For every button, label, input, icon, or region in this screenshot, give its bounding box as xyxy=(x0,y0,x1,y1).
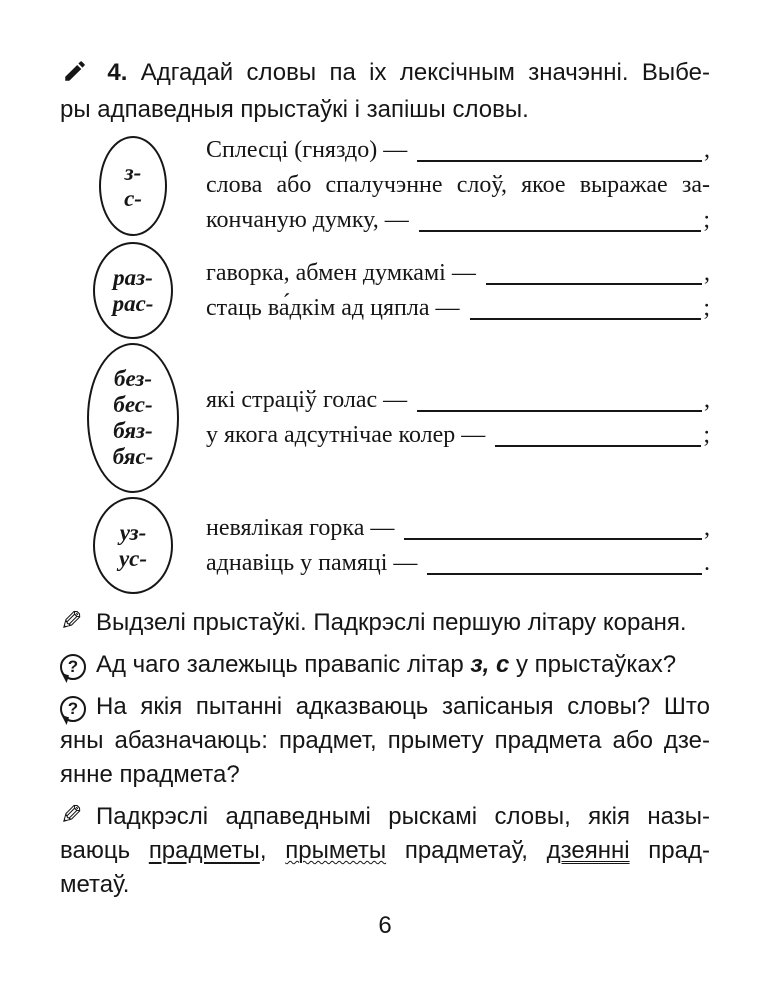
prefix-oval xyxy=(93,242,173,339)
definition-text: гаворка, абмен думкамі — xyxy=(206,259,476,286)
answer-blank xyxy=(470,318,702,320)
task-underline-word-types xyxy=(60,800,710,834)
task-text-segment: , xyxy=(259,837,286,864)
task-text-line xyxy=(60,834,710,868)
task-text xyxy=(96,648,710,682)
prefix-label: рас- xyxy=(112,290,154,316)
definition-text: у якога адсутнічае колер — xyxy=(206,422,486,448)
task-text xyxy=(24,724,710,792)
prefix-label: ус- xyxy=(118,545,148,571)
definition-row xyxy=(206,203,710,238)
task-text-line: Падкрэслі адпаведнымі рыскамі словы, якія назы- xyxy=(96,803,710,830)
prefix-block-raz-ras xyxy=(60,242,710,339)
answer-blank xyxy=(417,160,702,162)
prefix-block-z-s xyxy=(60,133,710,238)
definition-row xyxy=(206,418,710,453)
prefix-oval xyxy=(93,497,173,594)
task-text-line: метаў. xyxy=(60,871,130,898)
word-underlined-solid: прадметы xyxy=(148,837,260,864)
definition-row xyxy=(206,168,710,203)
task-text-segment: прад- xyxy=(629,837,710,864)
task-question-word-meaning xyxy=(60,690,710,724)
task-underline-prefixes xyxy=(60,606,710,640)
task-text-line: яны абазначаюць: прадмет, прымету прадмета або дзе- xyxy=(60,727,710,754)
definition-text: аднавіць у памяці — xyxy=(206,549,418,576)
definition-text: кончаную думку, — xyxy=(206,207,409,233)
definition-text: слова або спалучэнне слоў, якое выражае за- xyxy=(206,172,710,198)
punctuation: . xyxy=(704,549,710,576)
definition-row xyxy=(206,133,710,168)
definition-row xyxy=(206,256,710,291)
definition-row xyxy=(206,383,710,418)
prefix-label: бес- xyxy=(113,392,153,417)
task-text-segment: ваюць xyxy=(60,837,149,864)
task-text xyxy=(60,834,710,902)
task-text-line: На якія пытанні адказваюць запісаныя словы? Што xyxy=(96,693,710,720)
prefix-oval xyxy=(87,343,179,493)
prefix-label: раз- xyxy=(113,264,153,290)
task-text: Выдзелі прыстаўкі. Падкрэслі першую літару кораня. xyxy=(96,609,687,636)
prefix-blocks xyxy=(60,133,710,594)
answer-blank xyxy=(495,445,701,447)
question-icon: ? xyxy=(60,654,86,680)
answer-blank xyxy=(486,283,702,285)
prefix-label: бяз- xyxy=(113,418,153,443)
prefix-block-bez-bes xyxy=(60,343,710,493)
task-text-segment: прадметаў, xyxy=(386,837,547,864)
punctuation: ; xyxy=(703,207,710,233)
task-underline-word-types-cont xyxy=(60,834,710,902)
punctuation: ; xyxy=(703,294,710,321)
prefix-label: без- xyxy=(113,366,152,391)
answer-blank xyxy=(427,573,702,575)
pen-icon xyxy=(60,58,90,84)
task-question-spelling xyxy=(60,648,710,682)
answer-blank xyxy=(419,230,702,232)
task-question-word-meaning-cont xyxy=(60,724,710,792)
definition-text: Сплесці (гняздо) — xyxy=(206,137,408,163)
definition-text: які страціў голас — xyxy=(206,387,408,413)
definition-text: невялікая горка — xyxy=(206,514,395,541)
answer-blank xyxy=(404,538,702,540)
punctuation: , xyxy=(704,387,710,413)
prefix-label: с- xyxy=(124,185,142,211)
definition-text: стаць ва́дкім ад цяпла — xyxy=(206,294,460,321)
prefix-label: з- xyxy=(124,159,142,185)
task-text xyxy=(96,690,710,724)
answer-blank xyxy=(417,410,702,412)
prefix-block-uz-us xyxy=(60,497,710,594)
task-text-line: янне прадмета? xyxy=(60,761,240,788)
definition-row xyxy=(206,546,710,581)
prefix-oval xyxy=(99,136,167,236)
exercise-header-line-1 xyxy=(60,54,710,91)
punctuation: , xyxy=(704,514,710,541)
word-underlined-wavy: прыметы xyxy=(285,837,387,864)
exercise-intro-line-2: ры адпаведныя прыстаўкі і запішы словы. xyxy=(60,96,529,123)
prefix-label: уз- xyxy=(119,519,147,545)
pencil-icon: ✎ xyxy=(60,800,83,830)
word-underlined-double: дзеянні xyxy=(546,837,630,864)
punctuation: , xyxy=(704,137,710,163)
page-number: 6 xyxy=(378,912,392,939)
task-text xyxy=(96,800,710,834)
task-text-segment: Ад чаго залежыць правапіс літар xyxy=(96,651,471,678)
punctuation: , xyxy=(704,259,710,286)
exercise-intro-line-1: Адгадай словы па іх лексічным значэнні. Выбе- xyxy=(140,59,710,86)
definition-row xyxy=(206,511,710,546)
punctuation: ; xyxy=(703,422,710,448)
definition-row xyxy=(206,291,710,326)
task-text-emphasis: з, с xyxy=(470,651,510,678)
prefix-label: бяс- xyxy=(112,444,154,469)
pencil-icon: ✎ xyxy=(60,606,83,636)
question-icon: ? xyxy=(60,696,86,722)
task-text-segment: у прыстаўках? xyxy=(509,651,677,678)
exercise-number: 4. xyxy=(107,59,128,86)
